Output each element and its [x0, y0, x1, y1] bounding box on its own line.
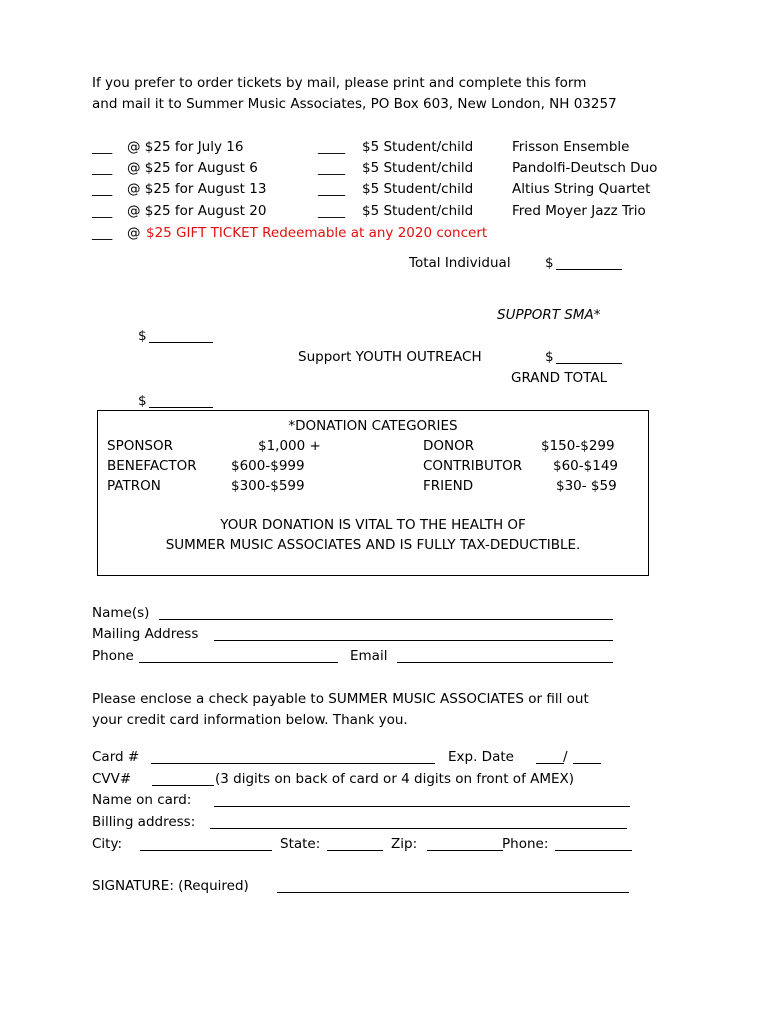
card-number-field[interactable]: [151, 763, 435, 764]
support-sma-label: SUPPORT SMA*: [497, 307, 601, 323]
total-individual-label: Total Individual: [409, 255, 511, 271]
email-field[interactable]: [397, 662, 613, 663]
dollar-sign: $: [545, 255, 554, 271]
donation-note-1: YOUR DONATION IS VITAL TO THE HEALTH OF: [220, 517, 526, 533]
name-on-card-label: Name on card:: [92, 792, 192, 808]
billing-address-label: Billing address:: [92, 814, 196, 830]
student-price: $5 Student/child: [362, 203, 474, 219]
performer-name: Pandolfi-Deutsch Duo: [512, 160, 658, 176]
intro-line-2: and mail it to Summer Music Associates, PO Box 603, New London, NH 03257: [92, 96, 617, 112]
city-label: City:: [92, 836, 123, 852]
ticket-row-price: @ $25 for August 20: [127, 203, 267, 219]
student-blank[interactable]: ____: [318, 203, 345, 219]
cvv-label: CVV#: [92, 771, 132, 787]
performer-name: Fred Moyer Jazz Trio: [512, 203, 646, 219]
intro-line-1: If you prefer to order tickets by mail, please print and complete this form: [92, 75, 587, 91]
exp-year-field[interactable]: [573, 763, 601, 764]
phone-field[interactable]: [139, 662, 338, 663]
gift-at: @: [127, 225, 141, 241]
payment-intro-line-1: Please enclose a check payable to SUMMER MUSIC ASSOCIATES or fill out: [92, 691, 589, 707]
signature-label: SIGNATURE: (Required): [92, 878, 249, 894]
names-field[interactable]: [159, 619, 613, 620]
youth-outreach-line[interactable]: [556, 363, 622, 364]
zip-field[interactable]: [427, 850, 503, 851]
name-on-card-field[interactable]: [214, 806, 630, 807]
student-price: $5 Student/child: [362, 181, 474, 197]
donation-category-name: FRIEND: [423, 478, 474, 494]
cvv-note: (3 digits on back of card or 4 digits on front of AMEX): [215, 771, 575, 787]
state-label: State:: [280, 836, 321, 852]
student-blank[interactable]: ____: [318, 160, 345, 176]
signature-field[interactable]: [277, 892, 629, 893]
billing-phone-field[interactable]: [555, 850, 632, 851]
dollar-sign: $: [138, 328, 147, 344]
performer-name: Frisson Ensemble: [512, 139, 630, 155]
gift-ticket-text: $25 GIFT TICKET Redeemable at any 2020 concert: [146, 225, 488, 241]
cvv-field[interactable]: [152, 785, 214, 786]
total-individual-line[interactable]: [556, 269, 622, 270]
dollar-sign: $: [545, 349, 554, 365]
performer-name: Altius String Quartet: [512, 181, 651, 197]
state-field[interactable]: [327, 850, 383, 851]
payment-intro-line-2: your credit card information below. Thank you.: [92, 712, 408, 728]
donation-category-range: $300-$599: [231, 478, 305, 494]
ticket-row-blank[interactable]: ___: [92, 181, 113, 197]
ticket-row-price: @ $25 for July 16: [127, 139, 244, 155]
donation-category-name: CONTRIBUTOR: [423, 458, 523, 474]
card-number-label: Card #: [92, 749, 140, 765]
donation-category-name: DONOR: [423, 438, 475, 454]
donation-category-range: $600-$999: [231, 458, 305, 474]
donation-category-range: $150-$299: [541, 438, 615, 454]
donation-category-range: $30- $59: [556, 478, 617, 494]
ticket-row-blank[interactable]: ___: [92, 203, 113, 219]
donation-category-name: PATRON: [107, 478, 161, 494]
donation-category-range: $60-$149: [553, 458, 618, 474]
support-sma-line[interactable]: [149, 342, 213, 343]
student-price: $5 Student/child: [362, 139, 474, 155]
grand-total-label: GRAND TOTAL: [511, 370, 608, 386]
exp-date-label: Exp. Date: [448, 749, 514, 765]
mailing-address-label: Mailing Address: [92, 626, 199, 642]
donation-category-name: BENEFACTOR: [107, 458, 197, 474]
dollar-sign: $: [138, 393, 147, 409]
grand-total-line[interactable]: [149, 407, 213, 408]
donation-category-range: $1,000 +: [258, 438, 321, 454]
mailing-address-field[interactable]: [214, 640, 613, 641]
names-label: Name(s): [92, 605, 150, 621]
ticket-row-blank[interactable]: ___: [92, 160, 113, 176]
donation-category-name: SPONSOR: [107, 438, 174, 454]
exp-slash: /: [563, 749, 568, 765]
youth-outreach-label: Support YOUTH OUTREACH: [298, 349, 482, 365]
email-label: Email: [350, 648, 388, 664]
city-field[interactable]: [140, 850, 272, 851]
donation-heading: *DONATION CATEGORIES: [288, 418, 458, 434]
phone-label: Phone: [92, 648, 134, 664]
billing-phone-label: Phone:: [502, 836, 549, 852]
student-blank[interactable]: ____: [318, 139, 345, 155]
zip-label: Zip:: [391, 836, 418, 852]
exp-month-field[interactable]: [536, 763, 564, 764]
student-blank[interactable]: ____: [318, 181, 345, 197]
donation-note-2: SUMMER MUSIC ASSOCIATES AND IS FULLY TAX-DEDUCTIBLE.: [165, 537, 581, 553]
ticket-row-price: @ $25 for August 13: [127, 181, 267, 197]
gift-blank[interactable]: ___: [92, 225, 113, 241]
ticket-row-blank[interactable]: ___: [92, 139, 113, 155]
billing-address-field[interactable]: [210, 828, 627, 829]
ticket-row-price: @ $25 for August 6: [127, 160, 258, 176]
student-price: $5 Student/child: [362, 160, 474, 176]
